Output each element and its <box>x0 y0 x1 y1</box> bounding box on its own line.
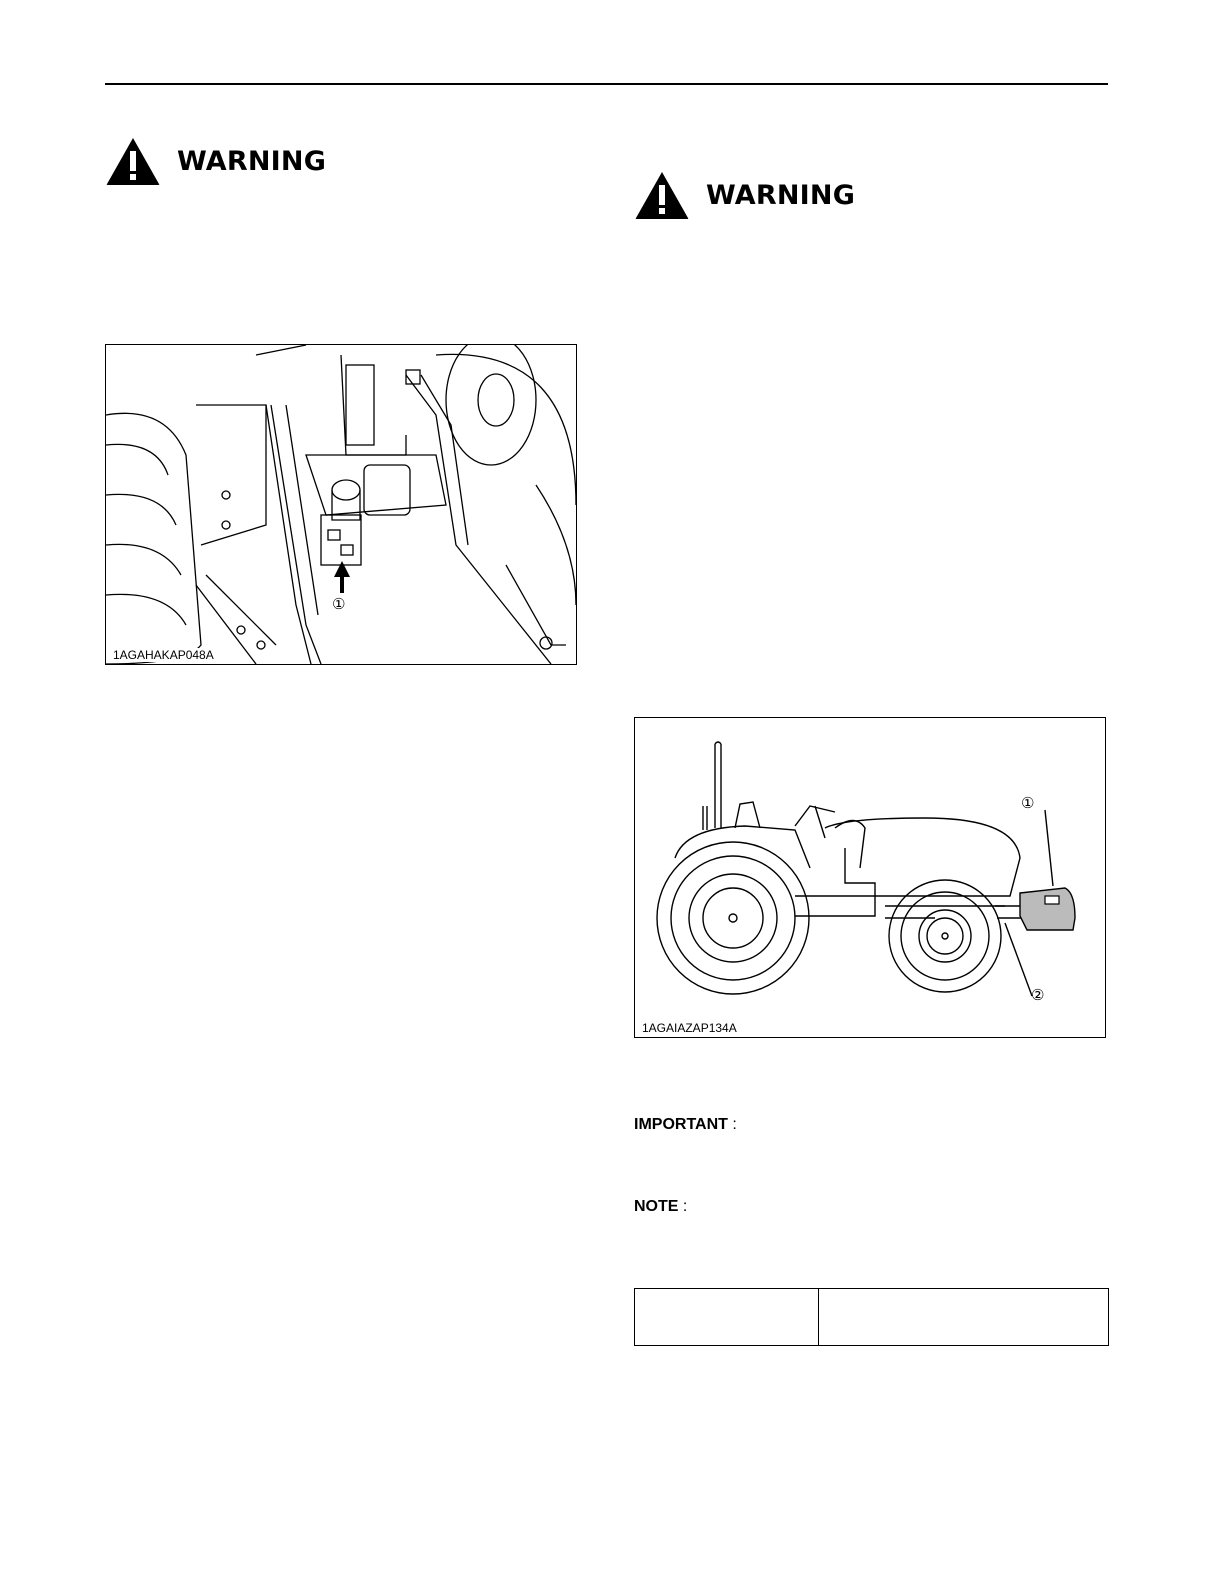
warning-header-right <box>634 170 855 220</box>
figure-code: 1AGAHAKAP048A <box>113 648 214 662</box>
table-row <box>635 1289 1109 1346</box>
callout-1: ① <box>332 595 346 613</box>
figure-hitch <box>105 344 577 665</box>
warning-triangle-icon <box>634 170 690 220</box>
spec-table <box>634 1288 1109 1346</box>
warning-label: WARNING <box>177 145 327 177</box>
callout-1: ① <box>1021 794 1035 812</box>
table-cell <box>819 1289 1109 1346</box>
warning-triangle-icon <box>105 136 161 186</box>
figure-tractor <box>634 717 1106 1038</box>
warning-label: WARNING <box>706 179 856 211</box>
callout-2: ② <box>1031 986 1045 1004</box>
important-label: IMPORTANT : <box>634 1116 737 1133</box>
warning-header-left <box>105 136 326 186</box>
top-rule <box>105 83 1108 85</box>
figure-code: 1AGAIAZAP134A <box>642 1021 737 1035</box>
note-label: NOTE : <box>634 1198 688 1215</box>
table-cell <box>635 1289 819 1346</box>
hitch-illustration <box>106 345 576 664</box>
